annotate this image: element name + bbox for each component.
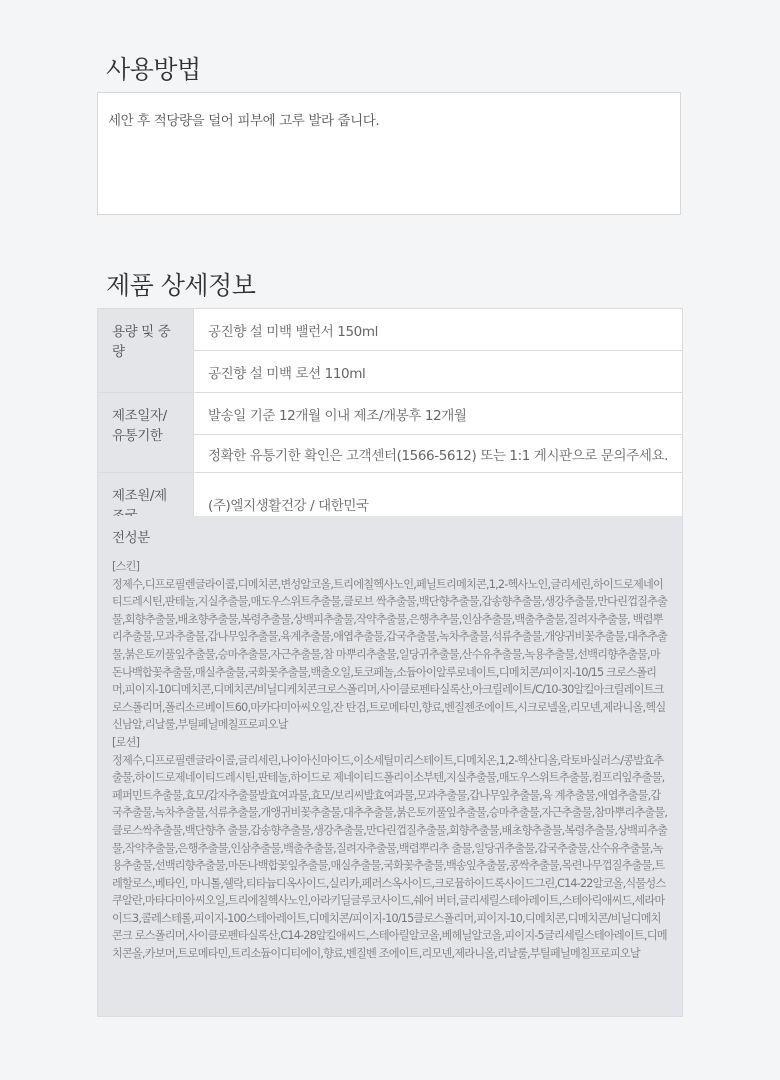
ingredients-title: 전성분 [112, 530, 150, 546]
volume-value: 공진향 설 미백 밸런서 150ml [193, 309, 682, 351]
lotion-header: [로션] [112, 735, 140, 749]
lotion-ingredients [112, 734, 668, 963]
maker-label: 제조원/제 [98, 473, 194, 536]
table-row [98, 393, 683, 435]
usage-section-title: 사용방법 [106, 55, 201, 84]
date-value: 발송일 기준 12개월 이내 제조/개봉후 12개월 [193, 393, 682, 435]
product-detail-table [97, 308, 683, 536]
date-label: 제조일자/유통기한 [98, 393, 194, 473]
table-row [98, 309, 683, 351]
skin-header: [스킨] [112, 560, 140, 573]
ingredients-panel [97, 516, 683, 1017]
lotion-ingredients-text: 정제수,디프로필렌글라이콜,글리세린,나이아신마이드,이소세틸미리스테이트,디메치온,1,2-헥산디올,락토바실러스/콩발효추출물,하이드로제네이티드레시틴,판테놀,하이드로 제네이티드폴리이소부텐,지실추출물,매도우스위트추출물,컴프리잎추출물,페퍼민트추출물,효모/갑자추출물발효여과물,효모/보리씨발효여과물,모과추출물,갑나무잎추출물,육 계추출물,애엽추출물,갑국추출물,녹차추출물,석류추출물,개앵귀비꽃추출물,대추추출물,붉은토끼풀잎추출물,승마추출물,자근추출물,참마뿌리추출물,클로스싹추출물,백단향추 출물,갑송향추출물,생강추출물,만다린껍질추출물,회향추출물,배초향추출물,복령추출물,상백피추출물,작약추출물,은행추출물,인삼추출물,백출추출물,질려자추출물,백렴뿌리추 출물,일당귀추출물,갑국추출물,산수유추출물,녹용추출물,선백리향추출물,마돈나백합꽃잎추출물,매실추출물,국화꽃추출물,백송잎추출물,콩싹추출물,목련나무껍질추출물,트레할로스,베타인, 마니톨,쉘락,티타늄디옥사이드,실리카,페러스옥사이드,크로뮴하이드록사이드그린,C14-22알코올,식물성스쿠알란,마타다미아씨오일,트리에칠헥사노인,아라키딜글루코사이드,쉐어 버터,글리세릴스테아레이트,스테아릭애씨드,세라마이드3,콜레스테롤,피이지-100스테아레이트,디메치콘/피이지-10/15클로스폴리머,피이지-10,디메치콘,디메치콘/비닐디메치콘크 로스폴리머,사이클로펜타실록산,C14-28알킬애씨드,스테아릴알코올,베헤닐알코올,피이지-5글리세릴스테아레이트,디메치콘올,카보머,트로메타민,트리소듐이디티에이,향료,벤질벤 조에이트,리모넨,제라니올,리날룰,부틸페닐메칠프로피오날 [112, 753, 668, 961]
date-note: 정확한 유통기한 확인은 고객센터(1566-5612) 또는 1:1 게시판으로 문의주세요. [193, 435, 682, 473]
detail-section-title: 제품 상세정보 [106, 271, 256, 300]
volume-label: 용량 및 중량 [98, 309, 194, 393]
usage-box [97, 92, 681, 215]
volume-value: 공진향 설 미백 로션 110ml [193, 351, 682, 393]
skin-ingredients [112, 558, 668, 734]
skin-ingredients-text: 정제수,디프로필렌글라이콜,디메치콘,변성알코올,트리에칠헥사노인,페닐트리메치콘,1,2-헥사노인,글리세린,하이드로제네이티드레시틴,판테놀,지실추출물,매도우스위트추출물,클로브 싹추출물,백단향추출물,갑송향추출물,생강추출물,만다린껍질추출물,회향추출물,배초향추출물,복령추출물,상백피추출물,작약추출물,은행추추물,인삼추출물,백출추출물,질려자추출물, 백렴뿌리추출물,모과추출물,갑나무잎추출물,육계추출물,애엽추출물,갑국추출물,녹차추출물,석류추출물,개양귀비꽃추출물,대추추출물,붉은토끼풀잎추출물,승마추출물,자근추출물,참 마뿌리추출물,일당귀추출물,산수유추출물,녹용추출물,선백리향추출물,마돈나백합꽃추출물,매실추출물,국화꽃추출물,백출오일,토코페놀,소듐아이알루로네이트,디메치콘/피이지-10/15 크로스폴리머,피이지-10디메치콘,디메치콘/비닐디케치콘크로스폴리머,사이클로펜타실록산,아크릴레이트/C/10-30알킬아크릴레이트크로스폴리머,폴리소르베이트60,마카다미아씨오일,잔 탄검,트로메타민,향료,벤질젠조에이트,시크로넬올,리모넨,제라니올,헥실신남알,리날룰,부틸페닐메칠프로피오날 [112, 577, 668, 732]
usage-text: 세안 후 적당량을 덜어 피부에 고루 발라 줍니다. [108, 113, 380, 129]
maker-value: (주)엘지생활건강 / 대한민국 [193, 473, 682, 536]
